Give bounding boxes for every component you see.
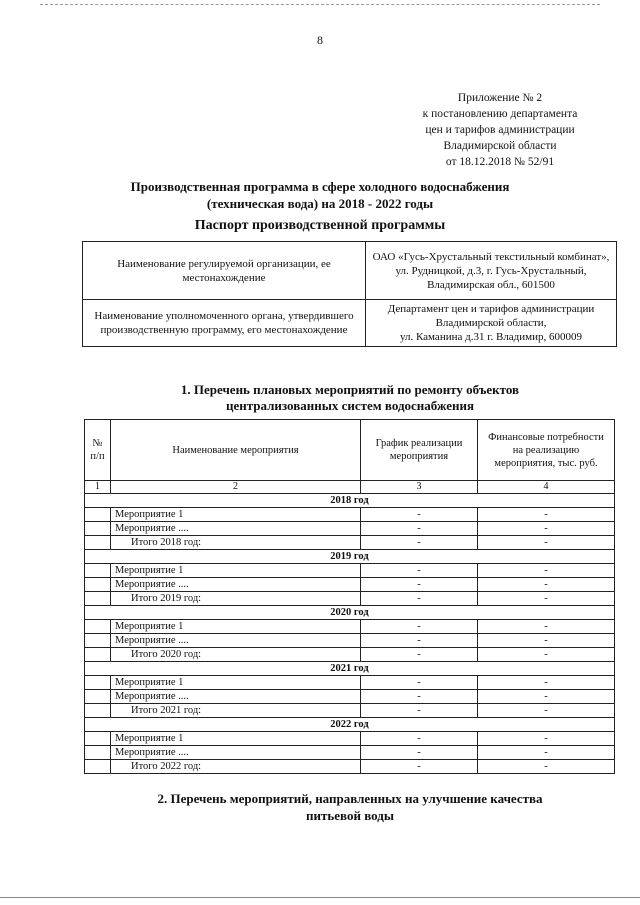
total-row (85, 704, 615, 718)
finance-value: - (478, 690, 615, 704)
activity-row (85, 620, 615, 634)
finance-value: - (478, 760, 615, 774)
row-number (85, 732, 111, 746)
finance-value: - (478, 564, 615, 578)
finance-value: - (478, 746, 615, 760)
column-number: 4 (478, 481, 615, 494)
header-name: Наименование мероприятия (111, 420, 361, 481)
activity-row (85, 690, 615, 704)
schedule-value: - (361, 690, 478, 704)
program-title-line: Производственная программа в сфере холодного водоснабжения (130, 179, 510, 194)
year-label: 2018 год (85, 494, 615, 508)
passport-value-line: Департамент цен и тарифов администрации (387, 303, 595, 315)
column-number: 2 (111, 481, 361, 494)
activity-name: Мероприятие 1 (111, 564, 361, 578)
row-number (85, 648, 111, 662)
finance-value: - (478, 508, 615, 522)
total-label: Итого 2022 год: (111, 760, 361, 774)
finance-value: - (478, 620, 615, 634)
total-row (85, 536, 615, 550)
appendix-line: Владимирской области (443, 140, 557, 152)
passport-table (82, 241, 617, 347)
plan-table (84, 419, 615, 774)
row-number (85, 508, 111, 522)
schedule-value: - (361, 536, 478, 550)
activity-name: Мероприятие .... (111, 522, 361, 536)
year-row (85, 718, 615, 732)
passport-row (83, 300, 617, 347)
schedule-value: - (361, 564, 478, 578)
finance-value: - (478, 578, 615, 592)
total-row (85, 592, 615, 606)
activity-name: Мероприятие .... (111, 746, 361, 760)
schedule-value: - (361, 746, 478, 760)
activity-name: Мероприятие .... (111, 578, 361, 592)
program-title-line: (техническая вода) на 2018 - 2022 годы (206, 196, 434, 211)
passport-label: Наименование регулируемой организации, ее местонахождение (83, 242, 366, 300)
activity-row (85, 634, 615, 648)
section2-title (120, 790, 580, 824)
row-number (85, 522, 111, 536)
finance-value: - (478, 634, 615, 648)
row-number (85, 760, 111, 774)
schedule-value: - (361, 620, 478, 634)
schedule-value: - (361, 732, 478, 746)
row-number (85, 634, 111, 648)
schedule-value: - (361, 578, 478, 592)
page-number: 8 (317, 33, 323, 47)
year-row (85, 494, 615, 508)
passport-row (83, 242, 617, 300)
passport-title: Паспорт производственной программы (194, 218, 446, 233)
appendix-line: цен и тарифов администрации (425, 124, 575, 136)
total-label: Итого 2019 год: (111, 592, 361, 606)
schedule-value: - (361, 676, 478, 690)
section2-title-line: 2. Перечень мероприятий, направленных на улучшение качества (157, 791, 543, 806)
appendix-line: Приложение № 2 (457, 92, 543, 104)
section1-title (100, 382, 600, 414)
row-number (85, 564, 111, 578)
column-number-row (85, 481, 615, 494)
section2-title-line: питьевой воды (306, 808, 394, 823)
row-number (85, 620, 111, 634)
total-row (85, 760, 615, 774)
year-row (85, 662, 615, 676)
activity-row (85, 508, 615, 522)
plan-header-row (85, 420, 615, 481)
schedule-value: - (361, 760, 478, 774)
appendix-line: от 18.12.2018 № 52/91 (445, 156, 555, 168)
passport-value-line: Владимирская обл., 601500 (427, 278, 555, 291)
row-number (85, 704, 111, 718)
row-number (85, 690, 111, 704)
passport-value-line: ОАО «Гусь-Хрустальный текстильный комбинат», (372, 250, 610, 263)
total-row (85, 648, 615, 662)
activity-name: Мероприятие 1 (111, 732, 361, 746)
passport-value-line: ул. Рудницкой, д.3, г. Гусь-Хрустальный, (395, 264, 587, 277)
schedule-value: - (361, 592, 478, 606)
schedule-value: - (361, 648, 478, 662)
row-number (85, 746, 111, 760)
finance-value: - (478, 522, 615, 536)
column-number: 1 (85, 481, 111, 494)
activity-name: Мероприятие .... (111, 634, 361, 648)
section1-title-line: 1. Перечень плановых мероприятий по ремонту объектов (180, 382, 520, 397)
activity-row (85, 564, 615, 578)
schedule-value: - (361, 704, 478, 718)
activity-row (85, 746, 615, 760)
plan-table-body (85, 420, 615, 774)
passport-value-line: ул. Каманина д.31 г. Владимир, 600009 (399, 331, 583, 343)
passport-value-line: Владимирской области, (435, 317, 547, 329)
total-label: Итого 2021 год: (111, 704, 361, 718)
row-number (85, 578, 111, 592)
passport-value (366, 242, 617, 300)
activity-row (85, 676, 615, 690)
activity-name: Мероприятие 1 (111, 620, 361, 634)
year-label: 2021 год (85, 662, 615, 676)
schedule-value: - (361, 634, 478, 648)
activity-name: Мероприятие 1 (111, 508, 361, 522)
year-row (85, 606, 615, 620)
finance-value: - (478, 732, 615, 746)
total-label: Итого 2020 год: (111, 648, 361, 662)
year-row (85, 550, 615, 564)
scan-edge-top (40, 4, 600, 5)
appendix-line: к постановлению департамента (422, 108, 578, 120)
schedule-value: - (361, 522, 478, 536)
finance-value: - (478, 648, 615, 662)
header-schedule: График реализации мероприятия (361, 420, 478, 481)
appendix-block (390, 90, 610, 170)
activity-row (85, 522, 615, 536)
section1-title-line: централизованных систем водоснабжения (225, 398, 475, 413)
activity-row (85, 578, 615, 592)
finance-value: - (478, 592, 615, 606)
row-number (85, 536, 111, 550)
row-number (85, 676, 111, 690)
activity-name: Мероприятие 1 (111, 676, 361, 690)
program-title (90, 178, 550, 212)
row-number (85, 592, 111, 606)
total-label: Итого 2018 год: (111, 536, 361, 550)
activity-row (85, 732, 615, 746)
finance-value: - (478, 676, 615, 690)
year-label: 2020 год (85, 606, 615, 620)
year-label: 2019 год (85, 550, 615, 564)
schedule-value: - (361, 508, 478, 522)
scan-edge-bottom (0, 897, 640, 898)
year-label: 2022 год (85, 718, 615, 732)
finance-value: - (478, 536, 615, 550)
activity-name: Мероприятие .... (111, 690, 361, 704)
finance-value: - (478, 704, 615, 718)
column-number: 3 (361, 481, 478, 494)
header-num: № п/п (85, 420, 111, 481)
header-finance: Финансовые потребности на реализацию мероприятия, тыс. руб. (478, 420, 615, 481)
passport-label: Наименование уполномоченного органа, утвердившего производственную программу, его местонахождение (83, 300, 366, 347)
passport-value (366, 300, 617, 347)
